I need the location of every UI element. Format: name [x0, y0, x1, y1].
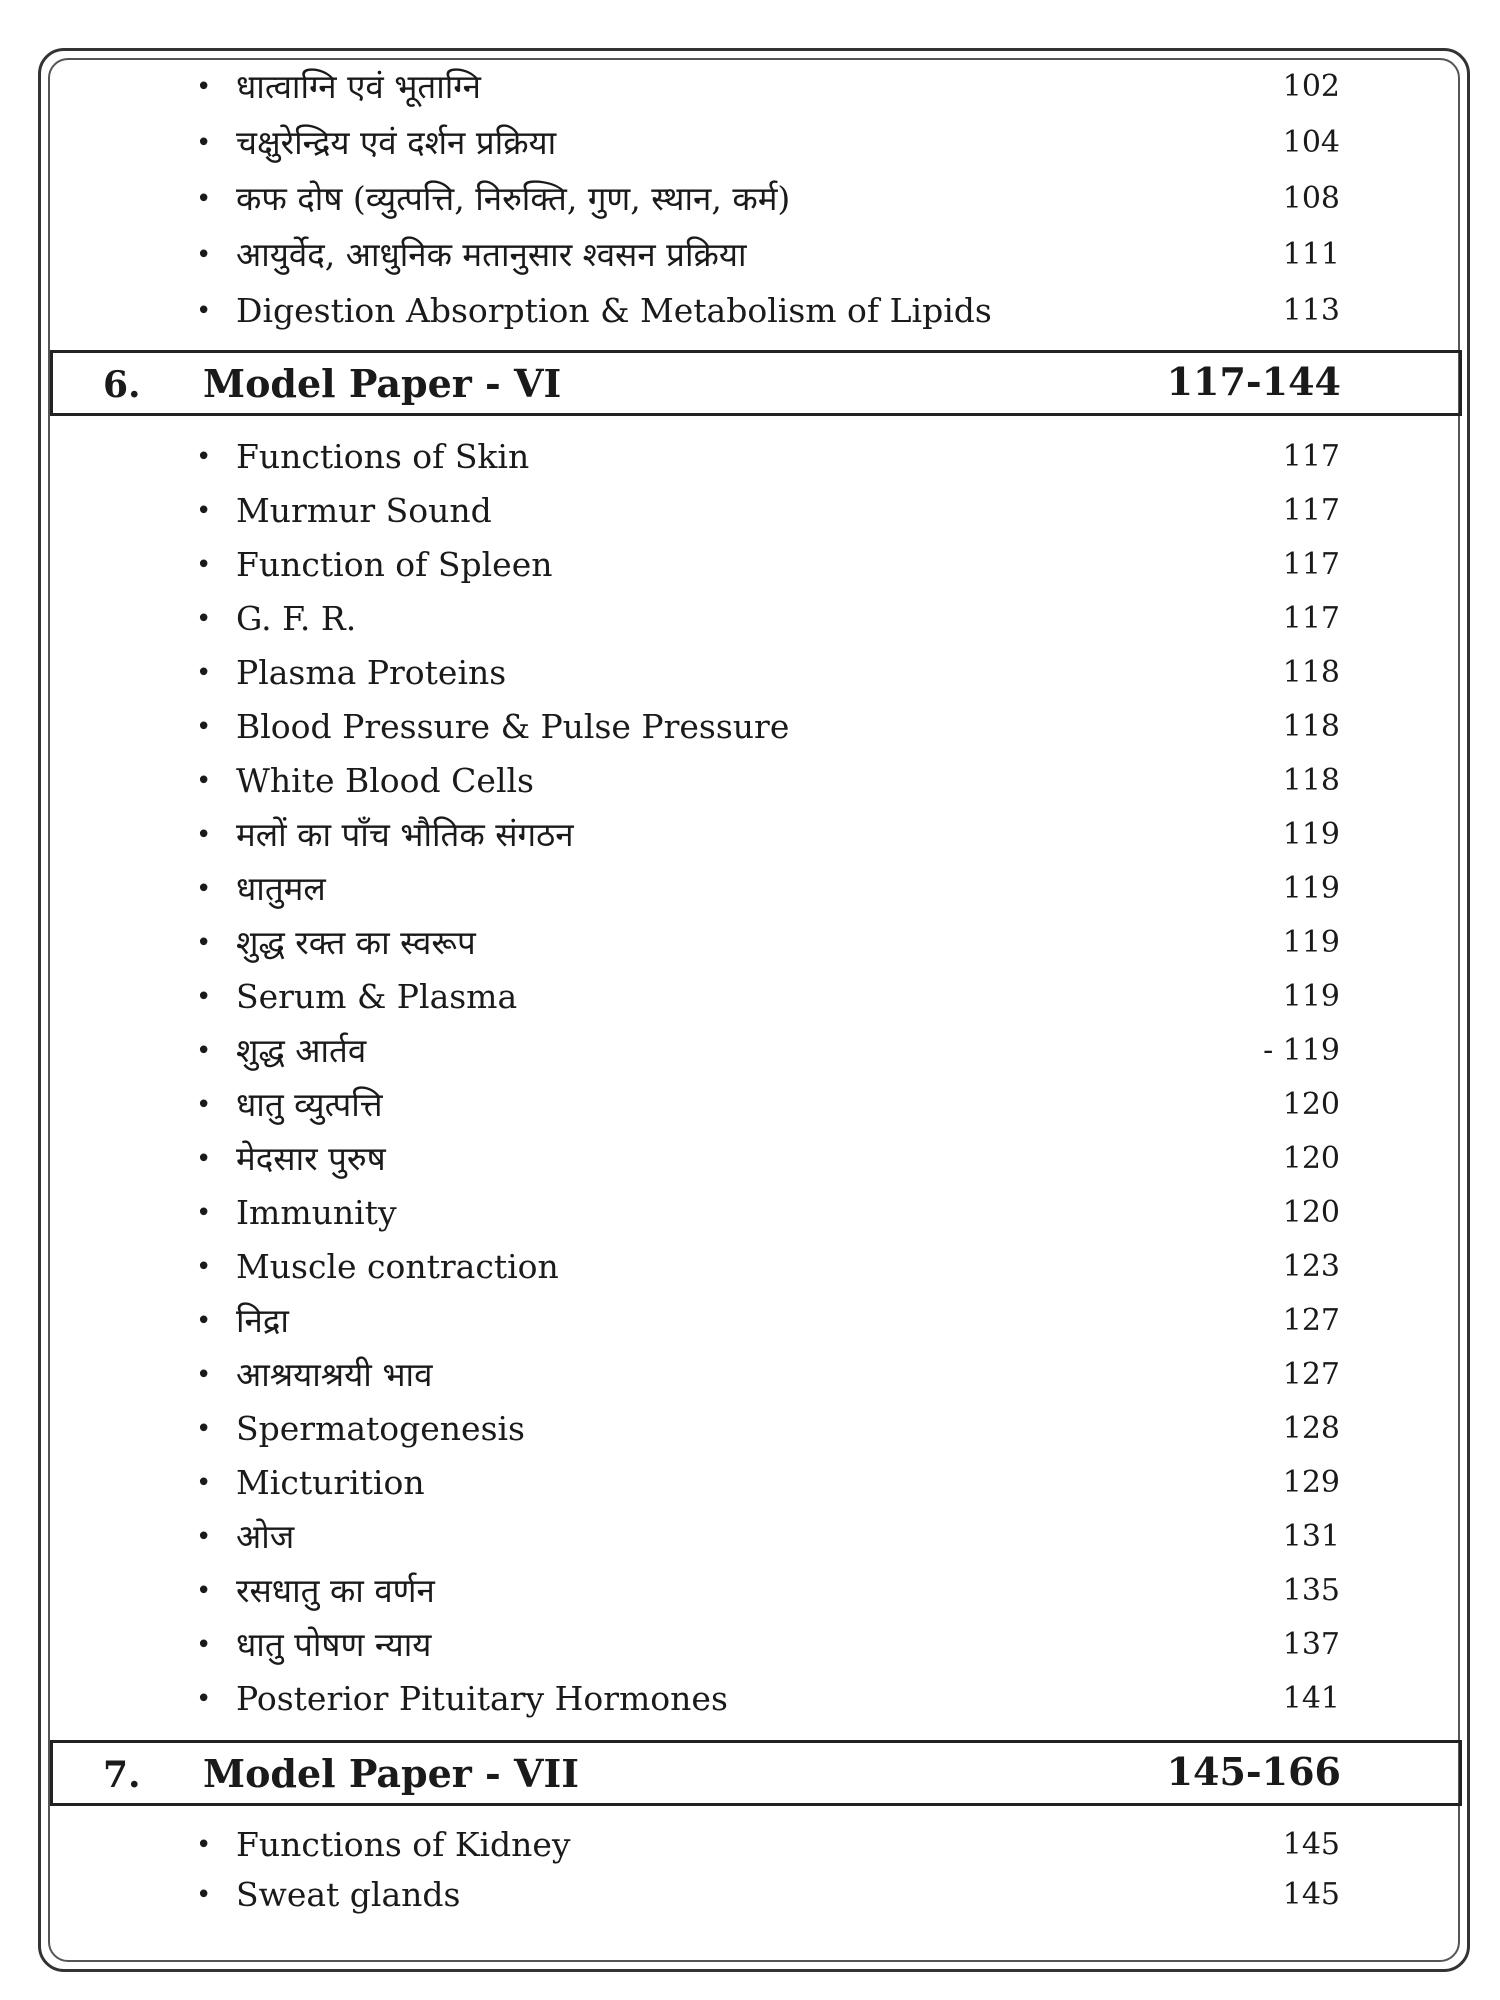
toc-entry-label: धातुमल	[236, 869, 326, 908]
bullet-icon: •	[196, 72, 212, 102]
toc-entry-label: G. F. R.	[236, 599, 357, 638]
bullet-icon: •	[196, 658, 212, 688]
toc-entry-label: Functions of Skin	[236, 437, 530, 476]
toc-entry	[0, 1512, 1500, 1566]
toc-continued-list	[0, 62, 1500, 342]
toc-entry-page: 131	[1282, 1519, 1340, 1554]
toc-entry-page: 108	[1282, 181, 1340, 216]
toc-entry	[0, 1134, 1500, 1188]
toc-entry-page: 113	[1282, 293, 1340, 328]
bullet-icon: •	[196, 982, 212, 1012]
section-number: 6.	[103, 364, 141, 406]
toc-entry-page: 118	[1282, 709, 1340, 744]
toc-entry-page: - 119	[1263, 1033, 1340, 1068]
bullet-icon: •	[196, 712, 212, 742]
bullet-icon: •	[196, 1036, 212, 1066]
toc-entry-label: धातु पोषण न्याय	[236, 1625, 432, 1664]
bullet-icon: •	[196, 1880, 212, 1910]
toc-entry-label: Blood Pressure & Pulse Pressure	[236, 707, 790, 746]
bullet-icon: •	[196, 928, 212, 958]
toc-entry-page: 127	[1282, 1357, 1340, 1392]
toc-entry	[0, 1404, 1500, 1458]
bullet-icon: •	[196, 550, 212, 580]
toc-entry	[0, 702, 1500, 756]
toc-entry-page: 145	[1282, 1877, 1340, 1912]
bullet-icon: •	[196, 184, 212, 214]
toc-entry-label: Posterior Pituitary Hormones	[236, 1679, 728, 1718]
toc-entry-label: मेदसार पुरुष	[236, 1139, 386, 1178]
toc-entry-page: 127	[1282, 1303, 1340, 1338]
bullet-icon: •	[196, 1198, 212, 1228]
toc-entry-label: Immunity	[236, 1193, 397, 1232]
toc-entry-label: शुद्ध आर्तव	[236, 1031, 367, 1070]
bullet-icon: •	[196, 128, 212, 158]
toc-entry-label: Sweat glands	[236, 1875, 461, 1914]
toc-entry-page: 145	[1282, 1827, 1340, 1862]
toc-entry-page: 120	[1282, 1087, 1340, 1122]
toc-entry	[0, 62, 1500, 118]
section-6-entries	[0, 432, 1500, 1728]
toc-entry	[0, 972, 1500, 1026]
section-page-range: 117-144	[1166, 359, 1341, 404]
bullet-icon: •	[196, 604, 212, 634]
section-page-range: 145-166	[1166, 1749, 1341, 1794]
toc-entry-page: 129	[1282, 1465, 1340, 1500]
section-7-entries	[0, 1820, 1500, 1920]
toc-entry-page: 119	[1282, 871, 1340, 906]
bullet-icon: •	[196, 1684, 212, 1714]
toc-entry	[0, 1674, 1500, 1728]
bullet-icon: •	[196, 874, 212, 904]
toc-entry-page: 118	[1282, 655, 1340, 690]
section-title: Model Paper - VI	[203, 361, 562, 406]
bullet-icon: •	[196, 1522, 212, 1552]
toc-entry	[0, 1458, 1500, 1512]
toc-entry-label: Micturition	[236, 1463, 425, 1502]
bullet-icon: •	[196, 1830, 212, 1860]
toc-entry-label: Function of Spleen	[236, 545, 553, 584]
toc-entry	[0, 594, 1500, 648]
toc-entry	[0, 648, 1500, 702]
toc-entry-label: धातु व्युत्पत्ति	[236, 1085, 383, 1124]
bullet-icon: •	[196, 240, 212, 270]
bullet-icon: •	[196, 1468, 212, 1498]
bullet-icon: •	[196, 1360, 212, 1390]
toc-entry	[0, 1026, 1500, 1080]
section-heading-6	[50, 350, 1462, 416]
toc-entry-page: 120	[1282, 1141, 1340, 1176]
toc-entry-label: मलों का पाँच भौतिक संगठन	[236, 815, 574, 854]
bullet-icon: •	[196, 1306, 212, 1336]
toc-entry	[0, 174, 1500, 230]
toc-entry	[0, 918, 1500, 972]
toc-entry	[0, 1870, 1500, 1920]
toc-entry	[0, 1620, 1500, 1674]
bullet-icon: •	[196, 1090, 212, 1120]
toc-entry-label: Functions of Kidney	[236, 1825, 571, 1864]
bullet-icon: •	[196, 820, 212, 850]
toc-entry-page: 102	[1282, 69, 1340, 104]
toc-entry-page: 135	[1282, 1573, 1340, 1608]
toc-entry-label: ओज	[236, 1517, 295, 1556]
toc-entry-page: 123	[1282, 1249, 1340, 1284]
toc-entry-label: आयुर्वेद, आधुनिक मतानुसार श्वसन प्रक्रिया	[236, 235, 747, 274]
toc-entry-label: Murmur Sound	[236, 491, 492, 530]
toc-entry-label: Muscle contraction	[236, 1247, 559, 1286]
bullet-icon: •	[196, 296, 212, 326]
toc-entry-page: 118	[1282, 763, 1340, 798]
toc-entry-label: White Blood Cells	[236, 761, 534, 800]
toc-entry	[0, 540, 1500, 594]
toc-entry-label: Spermatogenesis	[236, 1409, 525, 1448]
toc-entry	[0, 1188, 1500, 1242]
toc-entry	[0, 1242, 1500, 1296]
bullet-icon: •	[196, 1252, 212, 1282]
toc-entry	[0, 1350, 1500, 1404]
toc-entry-page: 120	[1282, 1195, 1340, 1230]
toc-entry-label: आश्रयाश्रयी भाव	[236, 1355, 433, 1394]
toc-entry-page: 141	[1282, 1681, 1340, 1716]
toc-entry-page: 119	[1282, 925, 1340, 960]
toc-entry	[0, 864, 1500, 918]
toc-entry-label: Plasma Proteins	[236, 653, 507, 692]
toc-entry-page: 117	[1282, 547, 1340, 582]
toc-entry	[0, 486, 1500, 540]
toc-entry	[0, 810, 1500, 864]
bullet-icon: •	[196, 1576, 212, 1606]
toc-entry-page: 119	[1282, 817, 1340, 852]
section-title: Model Paper - VII	[203, 1751, 580, 1796]
toc-entry-page: 137	[1282, 1627, 1340, 1662]
bullet-icon: •	[196, 496, 212, 526]
toc-entry	[0, 118, 1500, 174]
toc-entry-label: निद्रा	[236, 1301, 289, 1340]
toc-entry-label: Serum & Plasma	[236, 977, 518, 1016]
toc-entry-page: 119	[1282, 979, 1340, 1014]
toc-entry-label: शुद्ध रक्त का स्वरूप	[236, 923, 476, 962]
toc-entry-label: कफ दोष (व्युत्पत्ति, निरुक्ति, गुण, स्थान, कर्म)	[236, 179, 791, 218]
toc-entry-label: रसधातु का वर्णन	[236, 1571, 435, 1610]
toc-entry-page: 128	[1282, 1411, 1340, 1446]
bullet-icon: •	[196, 1414, 212, 1444]
bullet-icon: •	[196, 442, 212, 472]
toc-entry	[0, 1296, 1500, 1350]
toc-entry	[0, 286, 1500, 342]
toc-entry-page: 111	[1282, 237, 1340, 272]
toc-entry-page: 117	[1282, 493, 1340, 528]
toc-entry	[0, 1566, 1500, 1620]
toc-entry	[0, 230, 1500, 286]
toc-entry-label: Digestion Absorption & Metabolism of Lipids	[236, 291, 992, 330]
toc-entry	[0, 1820, 1500, 1870]
toc-entry-page: 117	[1282, 601, 1340, 636]
toc-entry-page: 117	[1282, 439, 1340, 474]
toc-entry-label: धात्वाग्नि एवं भूताग्नि	[236, 67, 481, 106]
section-heading-7	[50, 1740, 1462, 1806]
bullet-icon: •	[196, 1144, 212, 1174]
toc-entry-label: चक्षुरेन्द्रिय एवं दर्शन प्रक्रिया	[236, 123, 557, 162]
bullet-icon: •	[196, 766, 212, 796]
toc-entry	[0, 432, 1500, 486]
toc-entry	[0, 756, 1500, 810]
bullet-icon: •	[196, 1630, 212, 1660]
toc-entry	[0, 1080, 1500, 1134]
toc-entry-page: 104	[1282, 125, 1340, 160]
section-number: 7.	[103, 1754, 141, 1796]
